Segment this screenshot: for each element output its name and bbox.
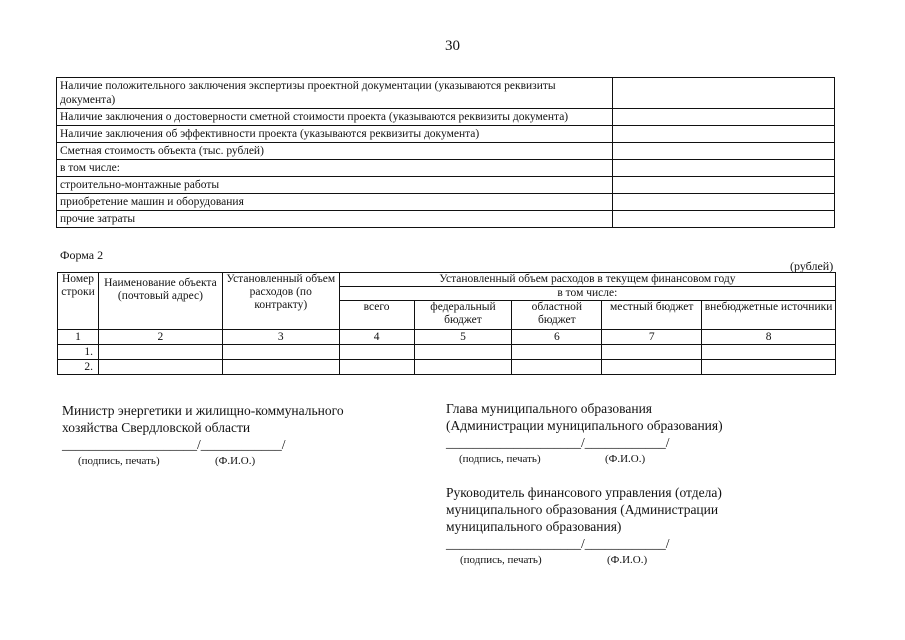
cell bbox=[702, 345, 836, 360]
minister-fio-caption: (Ф.И.О.) bbox=[215, 455, 256, 467]
row-label: приобретение машин и оборудования bbox=[57, 194, 613, 211]
head-fio-caption: (Ф.И.О.) bbox=[605, 453, 646, 465]
page-number: 30 bbox=[445, 38, 460, 54]
head-signature-block bbox=[446, 400, 723, 451]
column-number: 4 bbox=[339, 330, 414, 345]
row-value bbox=[613, 78, 835, 109]
table-row bbox=[57, 78, 835, 109]
column-number: 7 bbox=[602, 330, 702, 345]
table-row bbox=[57, 177, 835, 194]
header-including: в том числе: bbox=[339, 287, 835, 301]
cell bbox=[98, 360, 222, 375]
minister-sign-caption: (подпись, печать) bbox=[78, 455, 160, 467]
cell bbox=[414, 345, 512, 360]
cell bbox=[602, 360, 702, 375]
column-numbers-row bbox=[58, 330, 836, 345]
column-number: 6 bbox=[512, 330, 602, 345]
table-row bbox=[58, 345, 836, 360]
expenses-table bbox=[57, 272, 836, 375]
header-current-year: Установленный объем расходов в текущем финансовом году bbox=[339, 273, 835, 287]
row-label: строительно-монтажные работы bbox=[57, 177, 613, 194]
table-row bbox=[57, 143, 835, 160]
column-number: 1 bbox=[58, 330, 99, 345]
row-label: Сметная стоимость объекта (тыс. рублей) bbox=[57, 143, 613, 160]
finance-sign-caption: (подпись, печать) bbox=[460, 554, 542, 566]
cell bbox=[702, 360, 836, 375]
row-value bbox=[613, 194, 835, 211]
finance-title-line3: муниципального образования) bbox=[446, 519, 622, 534]
head-sign-caption: (подпись, печать) bbox=[459, 453, 541, 465]
table-row bbox=[58, 360, 836, 375]
row-label: Наличие заключения об эффективности проекта (указываются реквизиты документа) bbox=[57, 126, 613, 143]
finance-title-line2: муниципального образования (Администрации bbox=[446, 502, 719, 517]
cell bbox=[512, 345, 602, 360]
minister-signature-block bbox=[62, 402, 344, 453]
head-signature-line: ____________________/____________/ bbox=[446, 435, 670, 450]
finance-title-line1: Руководитель финансового управления (отдела) bbox=[446, 485, 722, 500]
row-label: Наличие положительного заключения экспертизы проектной документации (указываются реквизиты документа) bbox=[57, 78, 613, 109]
row-label: в том числе: bbox=[57, 160, 613, 177]
column-number: 3 bbox=[222, 330, 339, 345]
table-row bbox=[57, 109, 835, 126]
header-extra: внебюджетные источники bbox=[702, 301, 836, 330]
finance-signature-block bbox=[446, 484, 722, 552]
column-number: 2 bbox=[98, 330, 222, 345]
row-value bbox=[613, 143, 835, 160]
cell bbox=[339, 345, 414, 360]
minister-title-line1: Министр энергетики и жилищно-коммунального bbox=[62, 403, 344, 418]
finance-signature-line: ____________________/____________/ bbox=[446, 536, 670, 551]
header-object-name: Наименование объекта (почтовый адрес) bbox=[98, 273, 222, 330]
finance-fio-caption: (Ф.И.О.) bbox=[607, 554, 648, 566]
row-number: 1. bbox=[58, 345, 99, 360]
table-row bbox=[57, 160, 835, 177]
header-total: всего bbox=[339, 301, 414, 330]
header-row-number: Номер строки bbox=[58, 273, 99, 330]
cell bbox=[98, 345, 222, 360]
header-regional: областной бюджет bbox=[512, 301, 602, 330]
table-row bbox=[57, 211, 835, 228]
column-number: 8 bbox=[702, 330, 836, 345]
row-value bbox=[613, 177, 835, 194]
header-federal: федеральный бюджет bbox=[414, 301, 512, 330]
header-contract-amount: Установленный объем расходов (по контракту) bbox=[222, 273, 339, 330]
units-label: (рублей) bbox=[790, 259, 834, 273]
row-label: Наличие заключения о достоверности сметной стоимости проекта (указываются реквизиты документа) bbox=[57, 109, 613, 126]
column-number: 5 bbox=[414, 330, 512, 345]
head-title-line1: Глава муниципального образования bbox=[446, 401, 653, 416]
row-number: 2. bbox=[58, 360, 99, 375]
minister-title-line2: хозяйства Свердловской области bbox=[62, 420, 251, 435]
row-value bbox=[613, 160, 835, 177]
cell bbox=[602, 345, 702, 360]
cell bbox=[222, 360, 339, 375]
cell bbox=[512, 360, 602, 375]
row-value bbox=[613, 126, 835, 143]
form-label: Форма 2 bbox=[60, 248, 104, 262]
cell bbox=[414, 360, 512, 375]
header-local: местный бюджет bbox=[602, 301, 702, 330]
head-title-line2: (Администрации муниципального образования) bbox=[446, 418, 723, 433]
row-value bbox=[613, 211, 835, 228]
cell bbox=[339, 360, 414, 375]
cell bbox=[222, 345, 339, 360]
table-row bbox=[57, 194, 835, 211]
row-label: прочие затраты bbox=[57, 211, 613, 228]
minister-signature-line: ____________________/____________/ bbox=[62, 437, 286, 452]
row-value bbox=[613, 109, 835, 126]
table-row bbox=[57, 126, 835, 143]
project-info-table bbox=[56, 77, 835, 228]
